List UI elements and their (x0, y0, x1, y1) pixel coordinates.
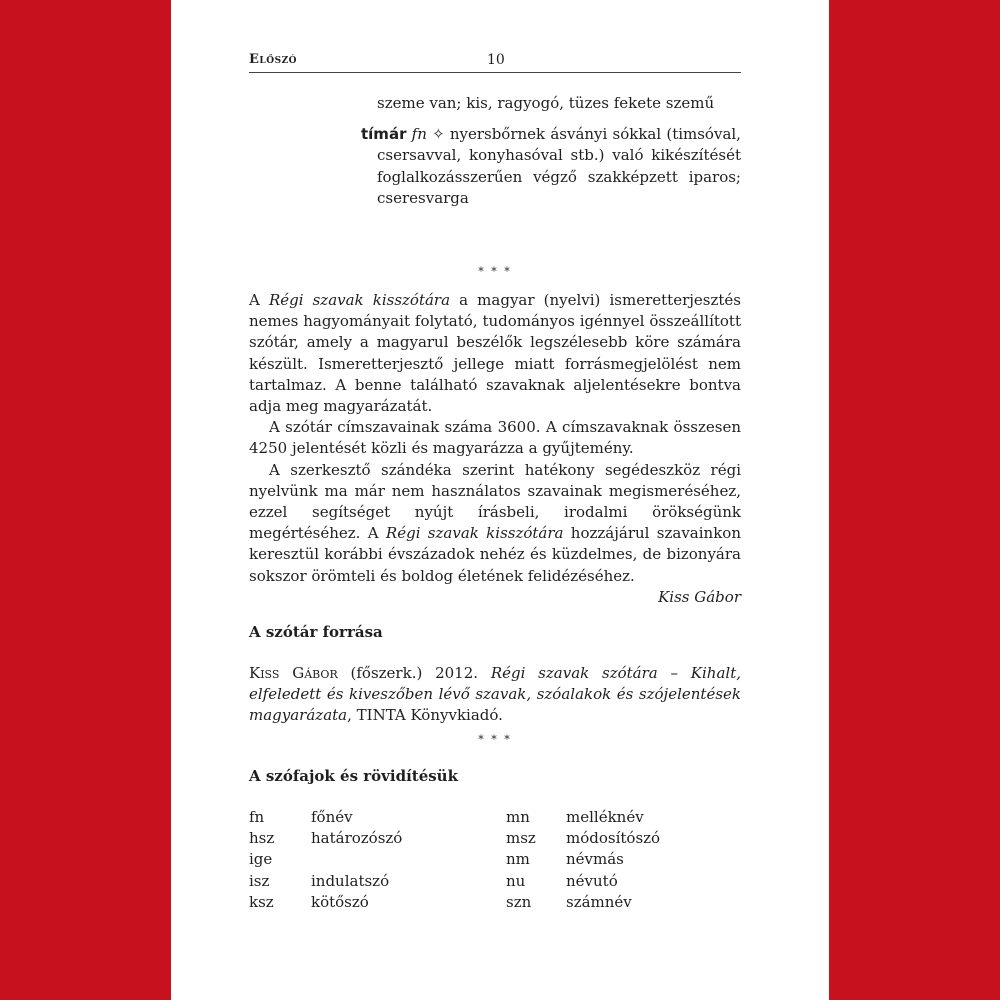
abbr-code: hsz (249, 829, 275, 848)
dictionary-entries (361, 93, 741, 209)
abbr-code: ksz (249, 892, 274, 911)
abbr-code: szn (506, 892, 532, 911)
section-separator: * * * (478, 265, 512, 278)
page-number: 10 (487, 52, 505, 68)
text-run: A szerkesztő szándéka szerint hatékony segédeszköz régi nyelvünk ma már nem használatos szavainak megismeréséhez, ezzel segítséget nyújt írásbeli, irodalmi örökségünk megértéséhez. A (249, 460, 741, 543)
book-title: Régi szavak kisszótára (268, 291, 451, 309)
citation-author: Kiss Gábor (249, 664, 338, 682)
citation-title: Régi szavak szótára – Kihalt, elfeledett és kiveszőben lévő szavak, szóalakok és szójelentések magyarázata (249, 664, 741, 725)
abbreviation-row (249, 871, 741, 892)
abbreviation-row (249, 828, 741, 849)
abbr-code: nm (506, 850, 530, 869)
abbreviation-row (249, 849, 741, 870)
source-citation (249, 663, 741, 727)
abbr-code: msz (506, 829, 536, 848)
abbr-meaning: névutó (566, 871, 618, 890)
abbr-code: nu (506, 871, 526, 890)
abbreviation-row (249, 892, 741, 913)
citation-role-year: (főszerk.) 2012. (337, 664, 491, 682)
running-header (249, 50, 741, 73)
book-page (171, 0, 829, 1000)
source-heading: A szótár forrása (249, 623, 383, 641)
section-separator: * * * (478, 733, 512, 746)
entry-headword: tímár (361, 125, 407, 144)
abbreviations-table (249, 807, 741, 913)
abbr-code: fn (249, 808, 265, 826)
abbr-meaning: határozószó (311, 829, 403, 848)
abbr-meaning: számnév (566, 892, 632, 911)
abbreviations-heading: A szófajok és rövidítésük (249, 767, 458, 785)
abbr-code: isz (249, 871, 270, 890)
abbr-meaning: módosítószó (566, 829, 661, 848)
text-run: hozzájárul szavainkon keresztül korábbi évszázadok nehéz és küzdelmes, de bizonyára sokszor örömteli és boldog életének felidézéséhez. (249, 524, 741, 585)
text-run: a magyar (nyelvi) ismeretterjesztés nemes hagyományait folytató, tudományos igénnyel összeállított szótár, amely a magyarul beszélők legszélesebb köre számára készült. Ismeretterjesztő jellege miatt forrásmegjelölést nem tartalmaz. A benne található szavaknak aljelentésekre bontva adja meg magyarázatát. (249, 291, 741, 416)
abbr-meaning: indulatszó (311, 871, 390, 890)
entry-continuation: szeme van; kis, ragyogó, tüzes fekete szemű (377, 94, 715, 112)
citation-publisher: , TINTA Könyvkiadó. (347, 706, 503, 725)
abbr-meaning: névmás (566, 850, 624, 869)
intro-paragraph-2: A szótár címszavainak száma 3600. A címszavaknak összesen 4250 jelentését közli és magyarázza a gyűjtemény. (249, 418, 741, 458)
author-signature: Kiss Gábor (658, 587, 741, 606)
intro-paragraph-1 (249, 290, 741, 417)
text-run: A (249, 291, 269, 309)
intro-paragraph-3 (249, 460, 741, 587)
entry-timar (361, 124, 741, 209)
abbreviation-row (249, 807, 741, 828)
entry-definition: nyersbőrnek ásványi sókkal (timsóval, csersavval, konyhasóval stb.) való kikészítését foglalkozásszerűen végző szakképzett iparos; cseresvarga (377, 125, 741, 207)
entry-symbol: ✧ (432, 125, 445, 144)
abbr-code: mn (506, 808, 530, 826)
abbr-meaning: melléknév (566, 808, 644, 826)
entry-pos: fn (411, 125, 427, 144)
abbr-meaning: kötőszó (311, 892, 369, 911)
abbr-meaning: főnév (311, 808, 353, 826)
abbr-code: ige (249, 850, 273, 869)
book-title: Régi szavak kisszótára (385, 524, 564, 543)
section-title: Előszó (249, 52, 297, 67)
intro-text (249, 290, 741, 608)
